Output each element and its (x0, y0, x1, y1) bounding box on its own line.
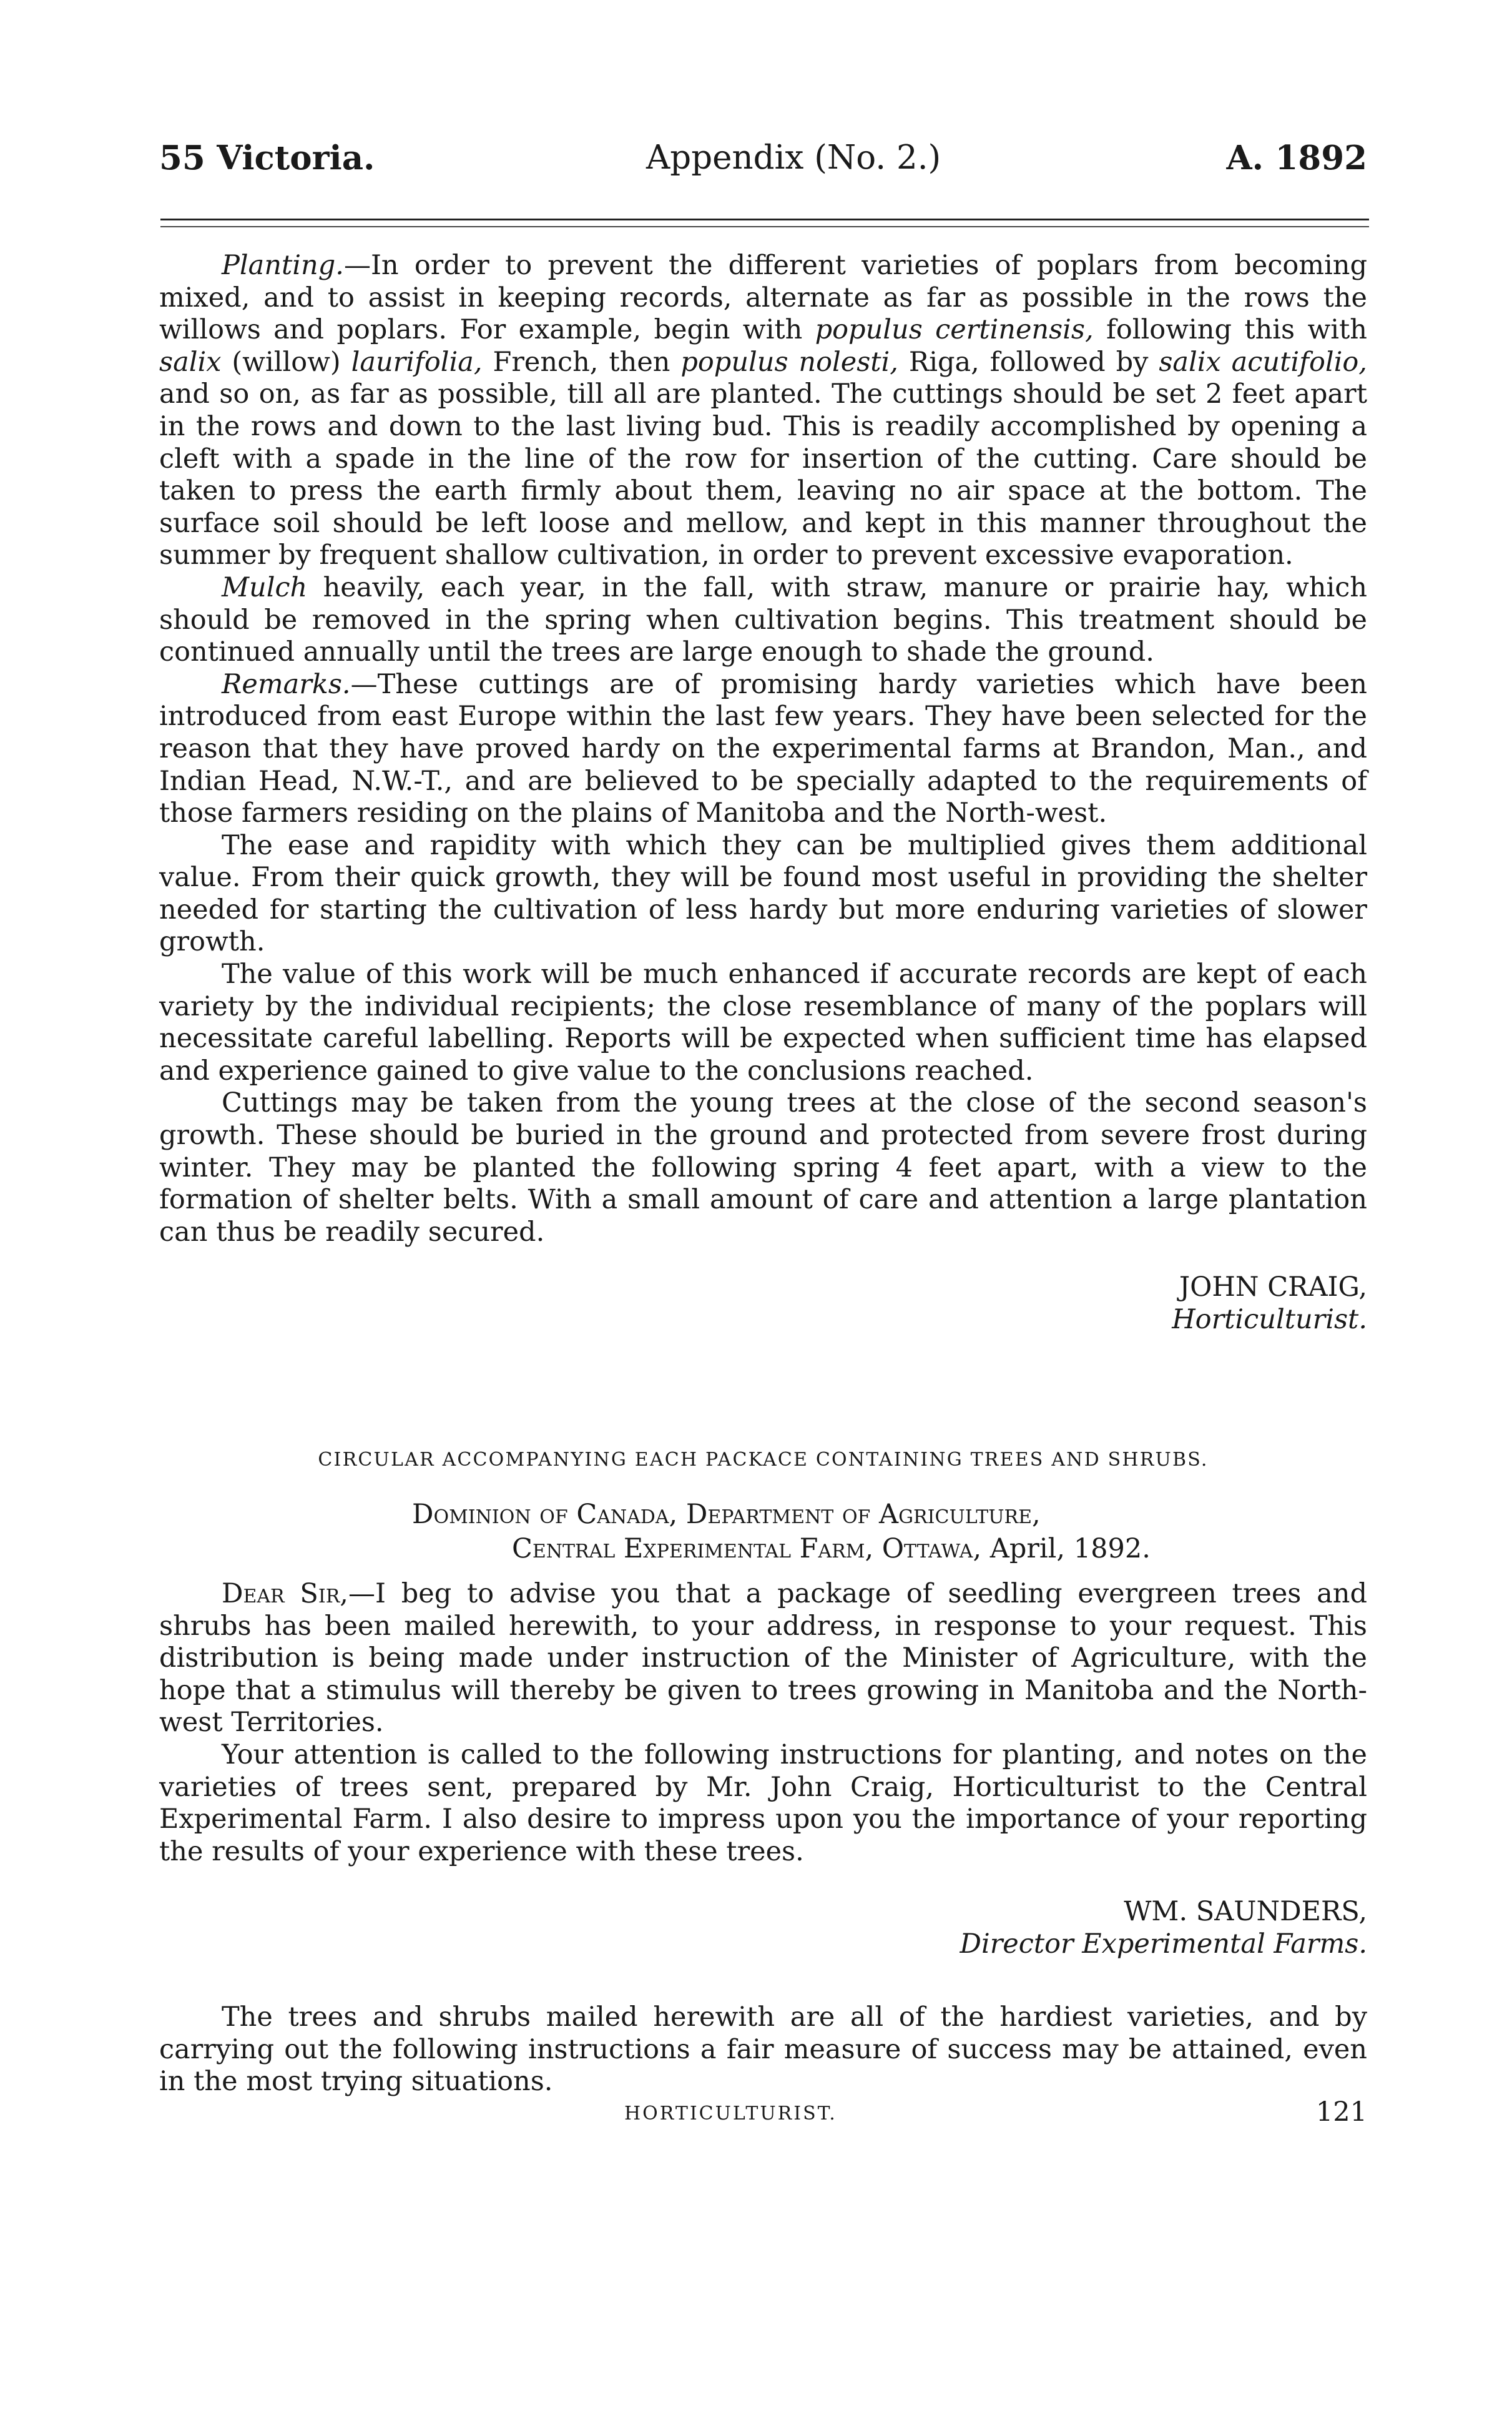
value-paragraph: The value of this work will be much enhanced if accurate records are kept of each variety by the individual recipients; the close resemblance of many of the poplars will necessitate careful labelling. Reports will be expected when sufficient time has elapsed and experience gained to give value to the conclusions reached. (159, 959, 1367, 1087)
address-line-2: Central Experimental Farm, Ottawa, April, 1892. (512, 1533, 1151, 1564)
signature-craig (1172, 1271, 1367, 1336)
circular-heading: CIRCULAR ACCOMPANYING EACH PACKACE CONTAINING TREES AND SHRUBS. (318, 1449, 1209, 1471)
signature-title: Horticulturist. (1172, 1304, 1367, 1335)
footer-section: HORTICULTURIST. (624, 2103, 837, 2124)
closing-text (159, 2001, 1367, 2098)
page-footer (159, 2096, 1367, 2131)
letter-paragraph-1: Dear Sir,—I beg to advise you that a package of seedling evergreen trees and shrubs has been mailed herewith, to your address, in response to your request. This distribution is being made under instruction of the Minister of Agriculture, with the hope that a stimulus will thereby be given to trees growing in Manitoba and the North-west Territories. (159, 1578, 1367, 1739)
circular-letter (159, 1578, 1367, 1868)
signature-name: JOHN CRAIG, (1179, 1271, 1367, 1303)
header-rule (160, 219, 1369, 220)
address-date: April, 1892. (981, 1533, 1151, 1564)
signature-name: WM. SAUNDERS, (1124, 1896, 1367, 1927)
page-number: 121 (1315, 2096, 1367, 2128)
header-year: A. 1892 (1226, 139, 1367, 177)
cuttings-paragraph: Cuttings may be taken from the young trees at the close of the second season's growth. These should be buried in the ground and protected from severe frost during winter. They may be planted the following spring 4 feet apart, with a view to the formation of shelter belts. With a small amount of care and attention a large plantation can thus be readily secured. (159, 1087, 1367, 1248)
horticulturist-notes (159, 250, 1367, 1248)
planting-paragraph: Planting.—In order to prevent the different varieties of poplars from becoming mixed, and to assist in keeping records, alternate as far as possible in the rows the willows and poplars. For example, begin with populus certinensis, following this with salix (willow) laurifolia, French, then populus nolesti, Riga, followed by salix acutifolio, and so on, as far as possible, till all are planted. The cuttings should be set 2 feet apart in the rows and down to the last living bud. This is readily accomplished by opening a cleft with a spade in the line of the row for insertion of the cutting. Care should be taken to press the earth firmly about them, leaving no air space at the bottom. The surface soil should be left loose and mellow, and kept in this manner throughout the summer by frequent shallow cultivation, in order to prevent excessive evaporation. (159, 250, 1367, 571)
final-paragraph: The trees and shrubs mailed herewith are all of the hardiest varieties, and by carrying out the following instructions a fair measure of success may be attained, even in the most trying situations. (159, 2001, 1367, 2098)
letter-paragraph-2: Your attention is called to the following instructions for planting, and notes on the varieties of trees sent, prepared by Mr. John Craig, Horticulturist to the Central Experimental Farm. I also desire to impress upon you the importance of your reporting the results of your experience with these trees. (159, 1739, 1367, 1867)
salutation: Dear Sir, (222, 1578, 348, 1609)
address-line-1: Dominion of Canada, Department of Agriculture, (412, 1499, 1041, 1530)
header-appendix: Appendix (No. 2.) (646, 139, 941, 177)
remarks-paragraph: Remarks.—These cuttings are of promising hardy varieties which have been introduced from east Europe within the last few years. They have been selected for the reason that they have proved hardy on the experimental farms at Brandon, Man., and Indian Head, N.W.-T., and are believed to be specially adapted to the requirements of those farmers residing on the plains of Manitoba and the North-west. (159, 668, 1367, 829)
planting-lead: Planting. (222, 250, 344, 281)
running-header (159, 139, 1367, 189)
header-session: 55 Victoria. (159, 139, 375, 177)
header-rule-thin (160, 226, 1369, 227)
signature-title: Director Experimental Farms. (960, 1928, 1367, 1960)
ease-paragraph: The ease and rapidity with which they can be multiplied gives them additional value. From their quick growth, they will be found most useful in providing the shelter needed for starting the cultivation of less hardy but more enduring varieties of slower growth. (159, 829, 1367, 958)
signature-saunders (960, 1895, 1368, 1960)
mulch-paragraph: Mulch heavily, each year, in the fall, with straw, manure or prairie hay, which should be removed in the spring when cultivation begins. This treatment should be continued annually until the trees are large enough to shade the ground. (159, 571, 1367, 668)
